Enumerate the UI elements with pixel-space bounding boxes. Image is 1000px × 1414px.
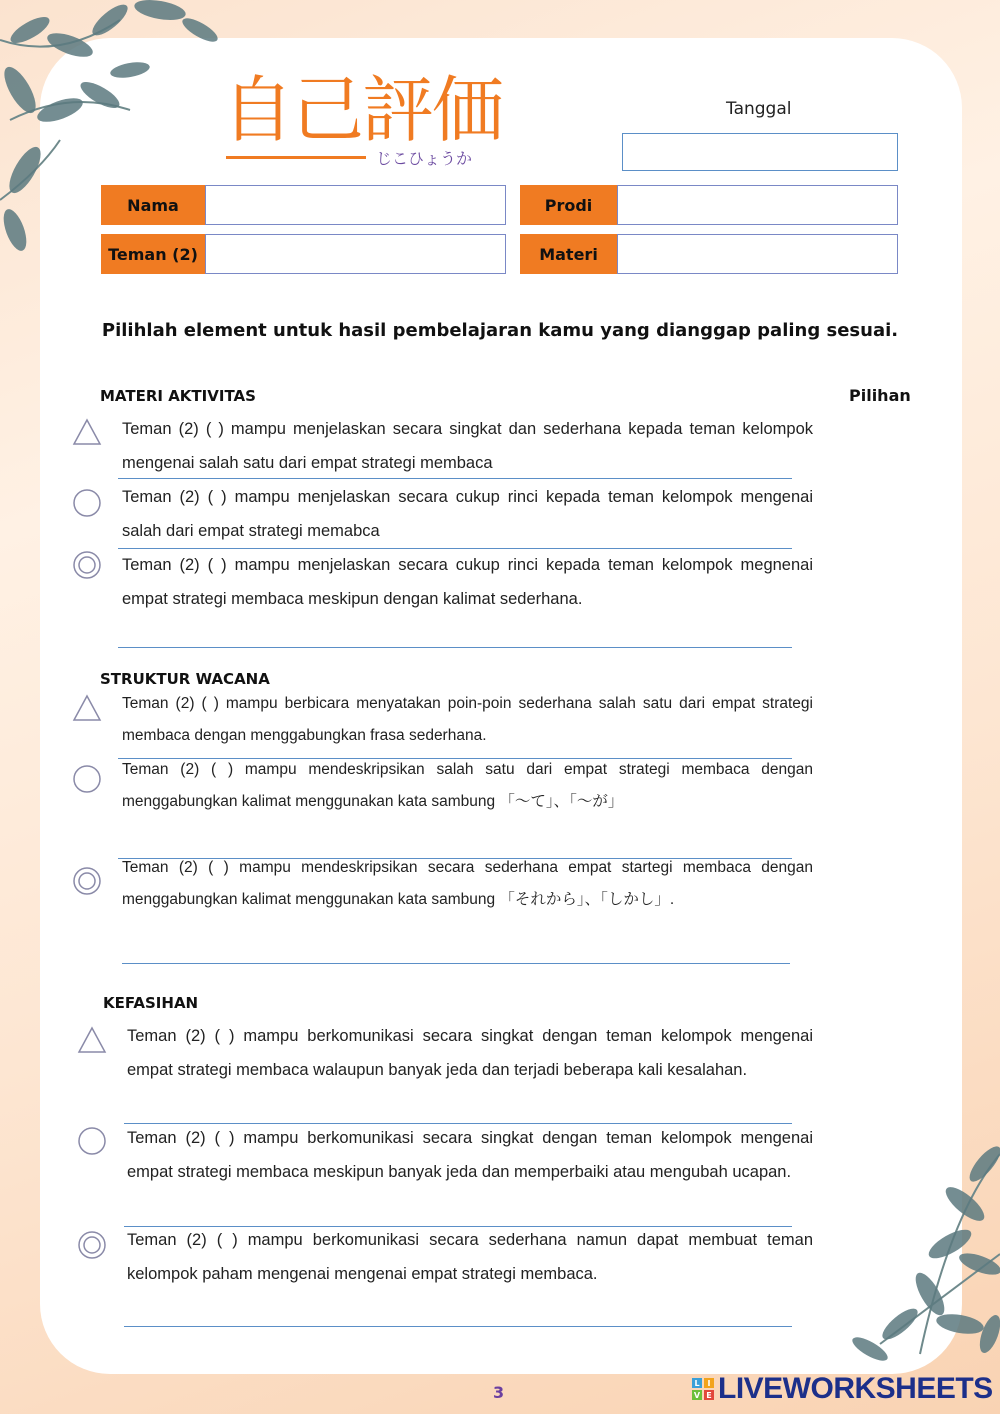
option-text: Teman (2) ( ) mampu menjelaskan secara cukup rinci kepada teman kelompok megnenai empat strategi membaca meskipun dengan kalimat sederhana. xyxy=(122,556,813,608)
double-circle-icon[interactable] xyxy=(77,1230,107,1260)
brand-logo-letter: E xyxy=(704,1390,714,1400)
option-text: Teman (2) ( ) mampu mendeskripsikan salah satu dari empat strategi membaca dengan menggabungkan kalimat menggunakan kata sambung 「〜て」、「〜が」 xyxy=(122,761,813,810)
triangle-icon[interactable] xyxy=(72,418,102,446)
brand-logo-icon xyxy=(692,1378,714,1400)
answer-line xyxy=(118,478,792,479)
brand-logo-letter: V xyxy=(693,1390,701,1400)
prodi-input[interactable] xyxy=(617,185,898,225)
option-text: Teman (2) ( ) mampu berbicara menyatakan poin-poin sederhana salah satu dari empat strategi membaca dengan menggabungkan frasa sederhana. xyxy=(122,695,813,744)
option-text: Teman (2) ( ) mampu menjelaskan secara cukup rinci kepada teman kelompok mengenai salah dari empat strategi memabca xyxy=(122,488,813,540)
teman-label: Teman (2) xyxy=(101,234,205,274)
double-circle-icon[interactable] xyxy=(72,550,102,580)
brand-name: LIVEWORKSHEETS xyxy=(718,1372,993,1405)
title-underline xyxy=(226,156,366,159)
triangle-icon[interactable] xyxy=(77,1026,107,1054)
answer-line xyxy=(118,647,792,648)
circle-icon[interactable] xyxy=(77,1126,107,1156)
liveworksheets-logo[interactable] xyxy=(692,1372,993,1406)
prodi-label: Prodi xyxy=(520,185,617,225)
triangle-icon[interactable] xyxy=(72,694,102,722)
teman-input[interactable] xyxy=(205,234,506,274)
option-text: Teman (2) ( ) mampu mendeskripsikan secara sederhana empat startegi membaca dengan menggabungkan kalimat menggunakan kata sambung 「それから」、「しかし」. xyxy=(122,859,813,908)
name-label: Nama xyxy=(101,185,205,225)
instruction-text: Pilihlah element untuk hasil pembelajaran kamu yang dianggap paling sesuai. xyxy=(101,320,899,341)
option-text: Teman (2) ( ) mampu menjelaskan secara singkat dan sederhana kepada teman kelompok mengenai salah satu dari empat strategi membaca xyxy=(122,420,813,472)
date-label: Tanggal xyxy=(726,99,792,119)
double-circle-icon[interactable] xyxy=(72,866,102,896)
materi-label: Materi xyxy=(520,234,617,274)
page-title-reading: じこひょうか xyxy=(376,149,473,168)
section-title-struktur-wacana: STRUKTUR WACANA xyxy=(100,670,270,688)
option-text: Teman (2) ( ) mampu berkomunikasi secara singkat dengan teman kelompok mengenai empat strategi membaca meskipun banyak jeda dan memperbaiki atau mengubah ucapan. xyxy=(127,1129,813,1181)
brand-logo-letter: L xyxy=(692,1378,702,1388)
circle-icon[interactable] xyxy=(72,488,102,518)
section-title-materi-aktivitas: MATERI AKTIVITAS xyxy=(100,387,256,405)
section-title-kefasihan: KEFASIHAN xyxy=(103,994,199,1012)
page-title: 自己評価 xyxy=(222,68,503,152)
circle-icon[interactable] xyxy=(72,764,102,794)
pilihan-column-header: Pilihan xyxy=(849,386,911,405)
brand-logo-letter: I xyxy=(704,1378,714,1388)
answer-line xyxy=(122,963,790,964)
page-number: 3 xyxy=(493,1383,505,1402)
materi-input[interactable] xyxy=(617,234,898,274)
date-input[interactable] xyxy=(622,133,898,171)
answer-line xyxy=(124,1326,792,1327)
leaf-decoration-bottom-right-icon xyxy=(800,1134,1000,1364)
name-input[interactable] xyxy=(205,185,506,225)
option-text: Teman (2) ( ) mampu berkomunikasi secara singkat dengan teman kelompok mengenai empat strategi membaca walaupun banyak jeda dan terjadi beberapa kali kesalahan. xyxy=(127,1027,813,1079)
option-text: Teman (2) ( ) mampu berkomunikasi secara sederhana namun dapat membuat teman kelompok paham mengenai mengenai empat strategi membaca. xyxy=(127,1231,813,1283)
